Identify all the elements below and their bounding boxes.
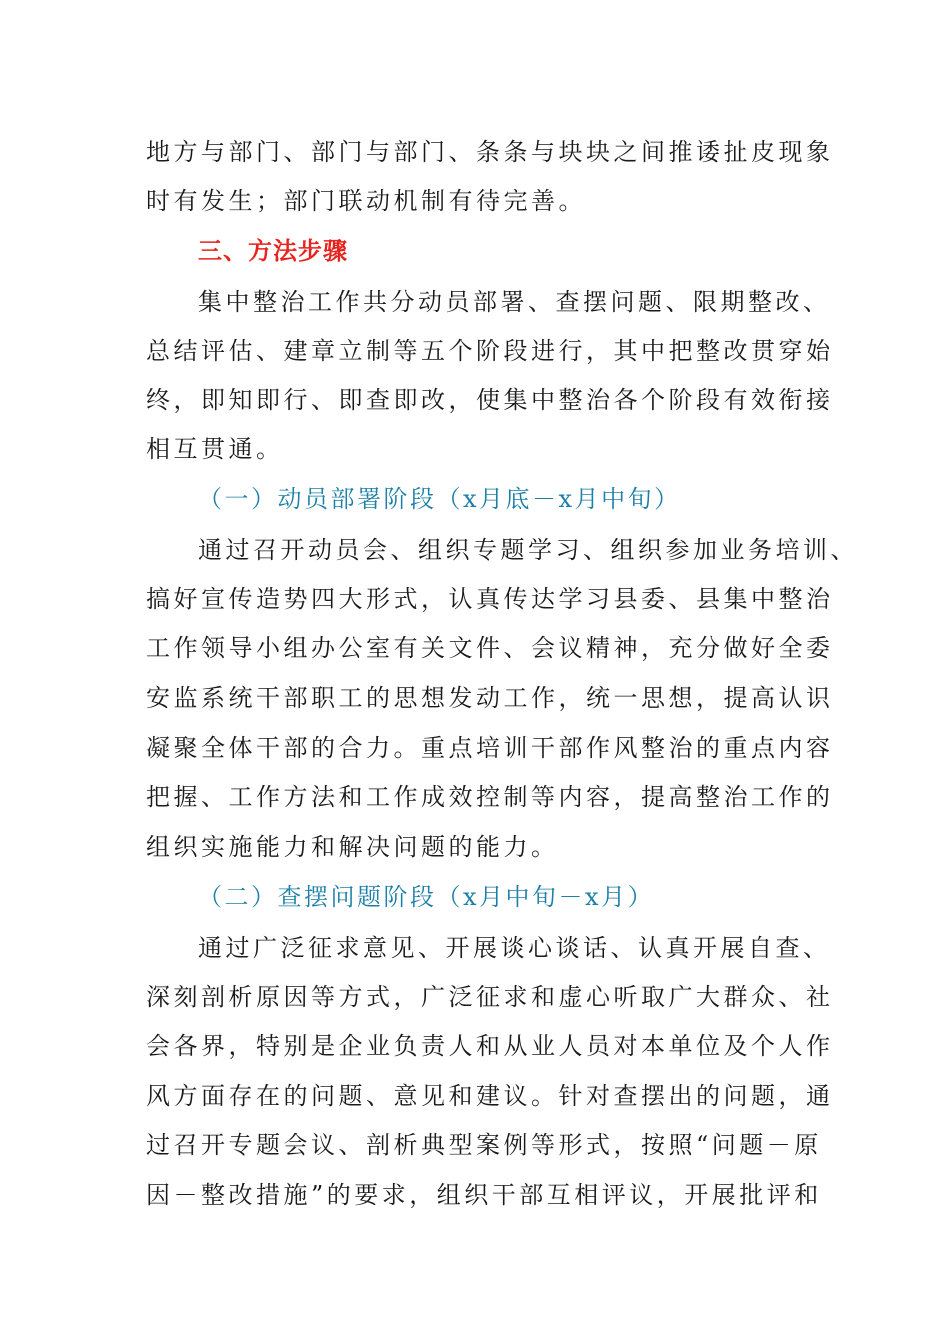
body-text-line: 搞好宣传造势四大形式，认真传达学习县委、县集中整治	[146, 585, 834, 613]
subsection-heading: （二）查摆问题阶段（x月中旬－x月）	[198, 883, 655, 911]
body-text-line: 会各界，特别是企业负责人和从业人员对本单位及个人作	[146, 1032, 834, 1060]
body-text-line: 因－整改措施”的要求，组织干部互相评议，开展批评和	[146, 1181, 822, 1209]
body-text-line: 终，即知即行、即查即改，使集中整治各个阶段有效衔接	[146, 386, 834, 414]
body-text-line: 总结评估、建章立制等五个阶段进行，其中把整改贯穿始	[146, 337, 834, 365]
paragraph-first-line: 集中整治工作共分动员部署、查摆问题、限期整改、	[198, 288, 831, 316]
body-text-line: 深刻剖析原因等方式，广泛征求和虚心听取广大群众、社	[146, 983, 834, 1011]
paragraph-first-line: 通过广泛征求意见、开展谈心谈话、认真开展自查、	[198, 934, 831, 962]
body-text-line: 时有发生；部门联动机制有待完善。	[146, 187, 586, 215]
body-text-line: 相互贯通。	[146, 435, 284, 463]
body-text-line: 把握、工作方法和工作成效控制等内容，提高整治工作的	[146, 783, 834, 811]
body-text-line: 过召开专题会议、剖析典型案例等形式，按照“问题－原	[146, 1131, 822, 1159]
body-text-line: 风方面存在的问题、意见和建议。针对查摆出的问题，通	[146, 1082, 834, 1110]
subsection-heading: （一）动员部署阶段（x月底－x月中旬）	[198, 485, 681, 513]
paragraph-first-line: 通过召开动员会、组织专题学习、组织参加业务培训、	[198, 536, 858, 564]
body-text-line: 地方与部门、部门与部门、条条与块块之间推诿扯皮现象	[146, 138, 834, 166]
section-heading: 三、方法步骤	[198, 237, 348, 265]
body-text-line: 凝聚全体干部的合力。重点培训干部作风整治的重点内容	[146, 734, 834, 762]
body-text-line: 组织实施能力和解决问题的能力。	[146, 833, 559, 861]
body-text-line: 安监系统干部职工的思想发动工作，统一思想，提高认识	[146, 684, 834, 712]
body-text-line: 工作领导小组办公室有关文件、会议精神，充分做好全委	[146, 634, 834, 662]
